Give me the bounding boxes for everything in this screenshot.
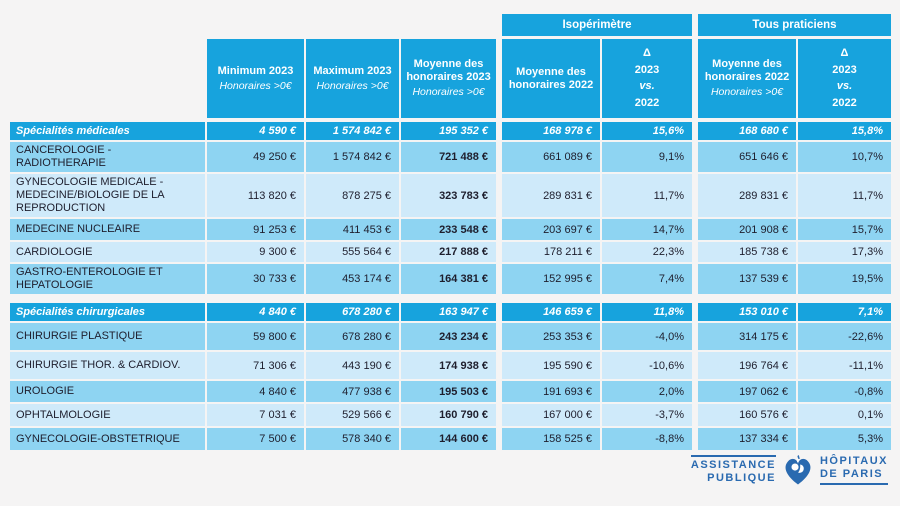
table-cell: 4 840 € — [207, 381, 304, 402]
table-cell: 7 031 € — [207, 404, 304, 426]
table-row — [10, 381, 890, 402]
column-header-moyenne-2022-tous — [698, 39, 796, 118]
table-cell: 30 733 € — [207, 264, 304, 294]
delta-symbol: Δ — [643, 46, 651, 59]
table-cell: -11,1% — [798, 352, 891, 379]
table-cell: -0,8% — [798, 381, 891, 402]
column-title: Moyenne des honoraires 2023 — [406, 58, 491, 83]
row-label: OPHTALMOLOGIE — [10, 404, 205, 426]
column-header-moyenne-2023 — [401, 39, 496, 118]
section-value: 153 010 € — [698, 303, 796, 321]
table-cell: 49 250 € — [207, 142, 304, 172]
table-cell: 555 564 € — [306, 242, 399, 262]
row-label: GASTRO-ENTEROLOGIE ET HEPATOLOGIE — [10, 264, 205, 294]
table-cell: 289 831 € — [502, 174, 600, 217]
table-cell: 10,7% — [798, 142, 891, 172]
section-value: 146 659 € — [502, 303, 600, 321]
section-header-row — [10, 303, 890, 321]
table-cell: 197 062 € — [698, 381, 796, 402]
table-cell: 158 525 € — [502, 428, 600, 450]
section-value: 7,1% — [798, 303, 891, 321]
table-cell: 203 697 € — [502, 219, 600, 240]
table-cell: 144 600 € — [401, 428, 496, 450]
section-value: 195 352 € — [401, 122, 496, 140]
column-header-maximum-2023 — [306, 39, 399, 118]
section-value: 15,6% — [602, 122, 692, 140]
table-row — [10, 219, 890, 240]
group-header-isoperimetre: Isopérimètre — [502, 14, 692, 36]
table-cell: 160 790 € — [401, 404, 496, 426]
column-header-row — [10, 39, 890, 118]
section-value: 163 947 € — [401, 303, 496, 321]
table-row — [10, 174, 890, 217]
table-cell: 0,1% — [798, 404, 891, 426]
logo-line-assistance: ASSISTANCE — [690, 459, 776, 471]
table-row — [10, 352, 890, 379]
table-cell: -8,8% — [602, 428, 692, 450]
table-cell: 2,0% — [602, 381, 692, 402]
column-title: Moyenne des honoraires 2022 — [508, 65, 594, 91]
table-cell: 178 211 € — [502, 242, 600, 262]
table-cell: 233 548 € — [401, 219, 496, 240]
column-subtitle: Honoraires >0€ — [412, 86, 485, 98]
section-header-row — [10, 122, 890, 140]
table-cell: 22,3% — [602, 242, 692, 262]
table-cell: 185 738 € — [698, 242, 796, 262]
table-cell: 15,7% — [798, 219, 891, 240]
table-cell: 578 340 € — [306, 428, 399, 450]
table-cell: -10,6% — [602, 352, 692, 379]
section-value: 4 840 € — [207, 303, 304, 321]
table-cell: 137 334 € — [698, 428, 796, 450]
table-cell: 59 800 € — [207, 323, 304, 350]
table-cell: 196 764 € — [698, 352, 796, 379]
row-label: GYNECOLOGIE MEDICALE - MEDECINE/BIOLOGIE DE LA REPRODUCTION — [10, 174, 205, 217]
table-row — [10, 142, 890, 172]
column-header-minimum-2023 — [207, 39, 304, 118]
delta-symbol: Δ — [840, 46, 849, 59]
table-cell: 174 938 € — [401, 352, 496, 379]
logo-line-publique: PUBLIQUE — [707, 472, 776, 484]
table-cell: 529 566 € — [306, 404, 399, 426]
column-subtitle: Honoraires >0€ — [316, 79, 389, 92]
logo-line-de-paris: DE PARIS — [819, 468, 884, 480]
table-cell: 253 353 € — [502, 323, 600, 350]
section-value: 1 574 842 € — [306, 122, 399, 140]
column-subtitle: Honoraires >0€ — [219, 79, 292, 92]
table-cell: 195 590 € — [502, 352, 600, 379]
table-cell: 217 888 € — [401, 242, 496, 262]
table-cell: 7 500 € — [207, 428, 304, 450]
table-cell: 443 190 € — [306, 352, 399, 379]
delta-year-bottom: 2022 — [634, 97, 660, 110]
column-header-delta-tous — [798, 39, 891, 118]
row-label: CHIRURGIE THOR. & CARDIOV. — [10, 352, 205, 379]
section-label: Spécialités médicales — [10, 122, 205, 140]
table-cell: 878 275 € — [306, 174, 399, 217]
table-row — [10, 242, 890, 262]
table-row — [10, 404, 890, 426]
section-value: 168 978 € — [502, 122, 600, 140]
table-cell: 152 995 € — [502, 264, 600, 294]
column-header-moyenne-2022-iso — [502, 39, 600, 118]
row-label: CARDIOLOGIE — [10, 242, 205, 262]
table-cell: 91 253 € — [207, 219, 304, 240]
column-header-delta-iso — [602, 39, 692, 118]
table-cell: -3,7% — [602, 404, 692, 426]
row-label: MEDECINE NUCLEAIRE — [10, 219, 205, 240]
table-body — [10, 122, 890, 450]
logo-text-left — [691, 455, 776, 485]
row-label: CANCEROLOGIE - RADIOTHERAPIE — [10, 142, 205, 172]
section-value: 15,8% — [798, 122, 891, 140]
table-cell: 411 453 € — [306, 219, 399, 240]
table-cell: 7,4% — [602, 264, 692, 294]
table-row — [10, 323, 890, 350]
delta-year-bottom: 2022 — [832, 97, 857, 110]
table-cell: -22,6% — [798, 323, 891, 350]
table-row — [10, 264, 890, 294]
table-cell: 5,3% — [798, 428, 891, 450]
heart-icon — [781, 453, 815, 487]
table-cell: 1 574 842 € — [306, 142, 399, 172]
column-title: Maximum 2023 — [313, 64, 392, 77]
table-cell: 243 234 € — [401, 323, 496, 350]
table-cell: 17,3% — [798, 242, 891, 262]
group-header-tous-praticiens: Tous praticiens — [698, 14, 891, 36]
aphp-logo — [691, 453, 888, 487]
group-header-row — [10, 14, 890, 36]
table-cell: 71 306 € — [207, 352, 304, 379]
logo-rule-top — [691, 455, 776, 457]
logo-line-hopitaux: HÔPITAUX — [819, 455, 888, 467]
table-cell: 19,5% — [798, 264, 891, 294]
table-cell: 678 280 € — [306, 323, 399, 350]
section-value: 168 680 € — [698, 122, 796, 140]
row-label: UROLOGIE — [10, 381, 205, 402]
delta-vs: vs. — [836, 80, 853, 93]
table-cell: 113 820 € — [207, 174, 304, 217]
table-cell: 201 908 € — [698, 219, 796, 240]
table-cell: 289 831 € — [698, 174, 796, 217]
table-cell: 9,1% — [602, 142, 692, 172]
table-cell: 323 783 € — [401, 174, 496, 217]
group-header-spacer — [10, 14, 502, 36]
row-label: CHIRURGIE PLASTIQUE — [10, 323, 205, 350]
table-cell: 453 174 € — [306, 264, 399, 294]
column-header-blank — [10, 39, 205, 118]
table-cell: 314 175 € — [698, 323, 796, 350]
table-cell: 661 089 € — [502, 142, 600, 172]
column-title: Minimum 2023 — [217, 64, 294, 77]
table-cell: 14,7% — [602, 219, 692, 240]
logo-text-right — [820, 455, 888, 485]
table-cell: 721 488 € — [401, 142, 496, 172]
delta-year-top: 2023 — [634, 63, 660, 76]
table-cell: 164 381 € — [401, 264, 496, 294]
section-value: 4 590 € — [207, 122, 304, 140]
column-title: Moyenne des honoraires 2022 — [704, 58, 790, 83]
table-cell: -4,0% — [602, 323, 692, 350]
delta-vs: vs. — [639, 80, 655, 93]
table-cell: 167 000 € — [502, 404, 600, 426]
table-cell: 11,7% — [602, 174, 692, 217]
table-cell: 477 938 € — [306, 381, 399, 402]
section-value: 11,8% — [602, 303, 692, 321]
row-label: GYNECOLOGIE-OBSTETRIQUE — [10, 428, 205, 450]
table-cell: 160 576 € — [698, 404, 796, 426]
table-cell: 137 539 € — [698, 264, 796, 294]
column-subtitle: Honoraires >0€ — [710, 86, 784, 98]
table-row — [10, 428, 890, 450]
table-cell: 651 646 € — [698, 142, 796, 172]
logo-rule-bottom — [820, 483, 888, 485]
table-cell: 195 503 € — [401, 381, 496, 402]
delta-year-top: 2023 — [832, 63, 857, 76]
table-cell: 9 300 € — [207, 242, 304, 262]
table-cell: 11,7% — [798, 174, 891, 217]
section-value: 678 280 € — [306, 303, 399, 321]
table-cell: 191 693 € — [502, 381, 600, 402]
section-label: Spécialités chirurgicales — [10, 303, 205, 321]
